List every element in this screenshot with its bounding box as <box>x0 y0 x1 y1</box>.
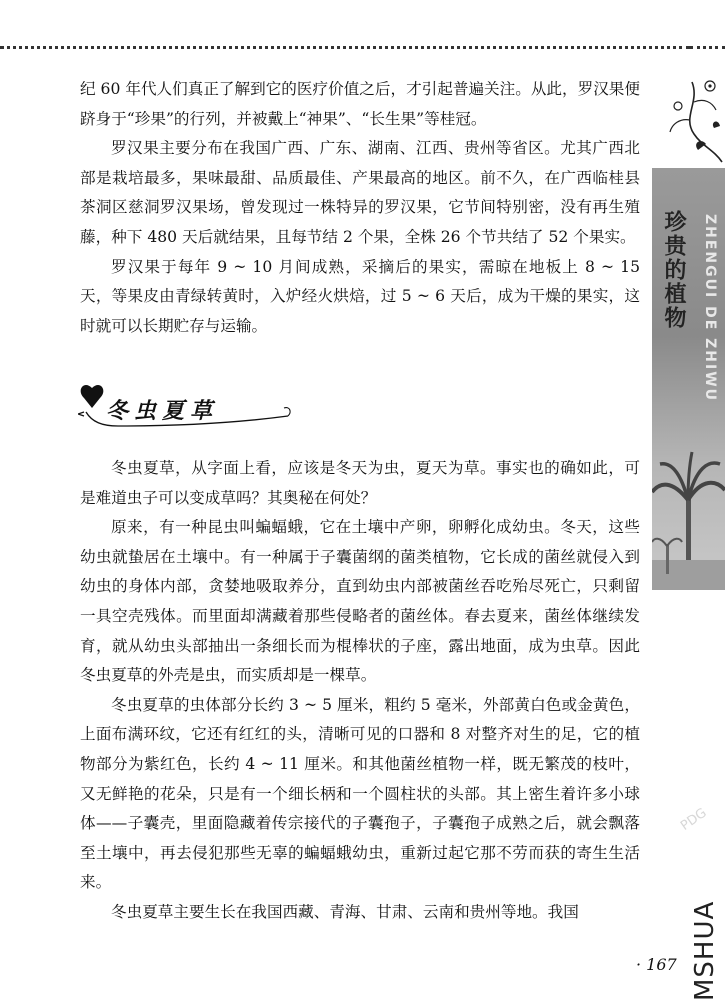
paragraph: 纪 60 年代人们真正了解到它的医疗价值之后，才引起普遍关注。从此，罗汉果便跻身于“珍果”的行列，并被戴上“神果”、“长生果”等桂冠。 <box>80 80 640 128</box>
article-body-bottom <box>80 454 640 928</box>
paragraph: 冬虫夏草主要生长在我国西藏、青海、甘肃、云南和贵州等地。我国 <box>111 902 579 921</box>
header-dotted-rule <box>0 46 690 49</box>
paragraph: 冬虫夏草的虫体部分长约 3 ~ 5 厘米，粗约 5 毫米，外部黄白色或金黄色，上面布满环纹，它还有红红的头，清晰可见的口器和 8 对整齐对生的足，它的植物部分为紫红色，长约 4 ~ 11 厘米。和其他菌丝植物一样，既无繁茂的枝叶，又无鲜艳的花朵，只是有一个细长柄和一个圆柱状的头部。其上密生着许多小球体——子囊壳，里面隐藏着传宗接代的子囊孢子，子囊孢子成熟之后，就会飘落至土壤中，再去侵犯那些无辜的蝙蝠蛾幼虫，重新过起它那不劳而获的寄生生活来。 <box>80 695 640 892</box>
side-brand: MSHUA <box>690 900 720 1001</box>
header-dotted-rule-right <box>690 46 725 49</box>
chapter-pinyin: ZHENGUI DE ZHIWU <box>702 214 718 403</box>
paragraph: 原来，有一种昆虫叫蝙蝠蛾，它在土壤中产卵，卵孵化成幼虫。冬天，这些幼虫就蛰居在土壤中。有一种属于子囊菌纲的菌类植物，它长成的菌丝就侵入到幼虫的身体内部，贪婪地吸取养分，直到幼虫内部被菌丝吞吃殆尽死亡，只剩留一具空壳残体。而里面却满藏着那些侵略者的菌丝体。春去夏来，菌丝体继续发育，就从幼虫头部抽出一条细长而为棍棒状的子座，露出地面，成为虫草。因此冬虫夏草的外壳是虫，而实质却是一棵草。 <box>80 518 640 685</box>
section-heading <box>78 382 298 438</box>
chapter-title: 珍贵的植物 <box>661 210 687 330</box>
palm-tree-icon <box>652 440 725 590</box>
paragraph: 冬虫夏草，从字面上看，应该是冬天为虫，夏天为草。事实也的确如此，可是难道虫子可以变成草吗？其奥秘在何处？ <box>80 459 640 507</box>
page-number: · 167 <box>636 955 677 974</box>
section-title: 冬虫夏草 <box>106 398 219 424</box>
floral-ornament-icon <box>652 72 725 167</box>
paragraph: 罗汉果于每年 9 ~ 10 月间成熟，采摘后的果实，需晾在地板上 8 ~ 15 天，等果皮由青绿转黄时，入炉经火烘焙，过 5 ~ 6 天后，成为干燥的果实，这时就可以长期贮存与运输。 <box>80 257 640 335</box>
paragraph: 罗汉果主要分布在我国广西、广东、湖南、江西、贵州等省区。尤其广西北部是栽培最多，果味最甜、品质最佳、产果最高的地区。前不久，在广西临桂县茶洞区慈洞罗汉果场，曾发现过一株特异的罗汉果，它节间特别密，没有再生殖藤，种下 480 天后就结果，且每节结 2 个果，全株 26 个节共结了 52 个果实。 <box>80 139 640 246</box>
article-body-top <box>80 75 640 341</box>
watermark-text: PDG <box>678 805 710 834</box>
